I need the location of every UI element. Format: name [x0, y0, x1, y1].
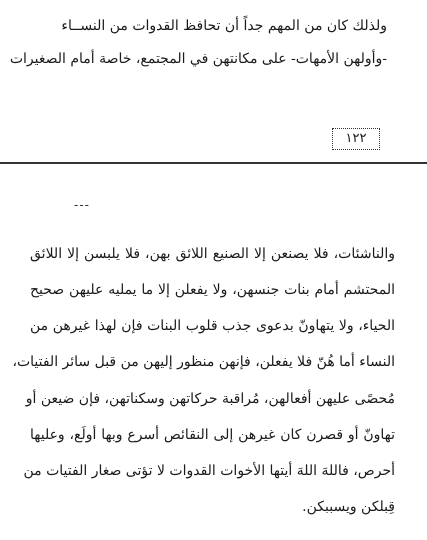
text-line: مُحصًى عليهن أفعالهن، مُراقبة حركاتهن وسكناتهن، فإن ضيعن أو — [25, 391, 395, 407]
text-line: ولذلك كان من المهم جداً أن تحافظ القدوات من النســاء — [61, 18, 387, 34]
text-line: النساء أما هُنّ فلا يفعلن، فإنهن منظور إليهن من قبل سائر الفتيات، — [12, 354, 395, 370]
stray-mark: --- — [74, 198, 90, 212]
text-line: الحياء، ولا يتهاونّ بدعوى جذب قلوب البنات فإن لهذا غيرهن من — [30, 318, 395, 334]
page-divider — [0, 162, 427, 164]
text-line: تهاونّ أو قصرن كان غيرهن إلى النقائص أسرع وبها أولَع، وعليها — [30, 427, 395, 443]
page-number: ١٢٢ — [332, 128, 380, 150]
text-line: المحتشم أمام بنات جنسهن، ولا يفعلن إلا ما يمليه عليهن صحيح — [30, 282, 395, 298]
text-line: -وأولهن الأمهات- على مكانتهن في المجتمع، خاصة أمام الصغيرات — [9, 51, 387, 67]
previous-page-section — [0, 0, 427, 162]
text-line: أحرص، فاللهَ اللهَ أيتها الأخوات القدوات لا تؤتى صغار الفتيات من — [23, 463, 395, 479]
text-line: والناشئات، فلا يصنعن إلا الصنيع اللائق بهن، فلا يلبسن إلا اللائق — [30, 246, 395, 262]
text-line: قِبلكن ويسببكن. — [302, 499, 395, 515]
